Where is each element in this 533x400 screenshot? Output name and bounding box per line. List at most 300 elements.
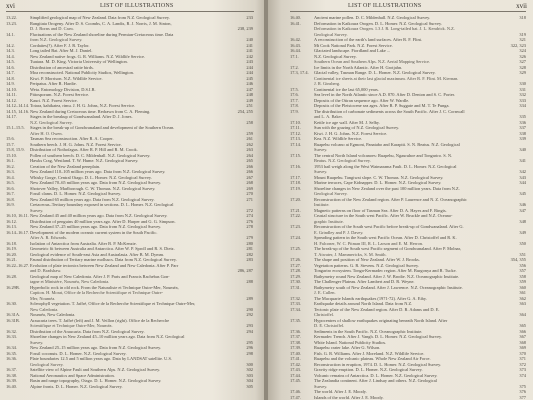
figure-number: 17.25. <box>290 246 301 251</box>
figure-number: 14.9. <box>6 81 15 86</box>
figure-number: 16.34. <box>6 345 17 350</box>
figure-caption: Continental ice sheets at their last glacial maximum. After R. F. Flint. M. Kiernan. <box>314 75 459 81</box>
figure-caption: Survey. <box>314 147 328 152</box>
figure-caption: New Zealand 45 and 40 million years ago. Data from N.Z. Geological Survey. <box>30 213 168 218</box>
figure-number: 16.35. <box>6 350 17 356</box>
figure-caption: and L. A. Baker. <box>314 114 343 119</box>
figure-caption: Development of the modern oceanic current system in the South Pacific. <box>30 229 158 235</box>
figure-number: 17.7. <box>290 97 299 103</box>
page-reference: 295 <box>246 339 253 345</box>
figure-number: 17.1. <box>290 53 299 59</box>
page-reference: 262 <box>246 141 253 147</box>
page-reference: 333 <box>519 97 526 103</box>
figure-number: 17.12. <box>290 130 301 136</box>
page-reference: 294 <box>246 328 253 334</box>
figure-caption: Pollen of southern beech. D. C. Mildenhall. N.Z. Geological Survey. <box>30 152 151 158</box>
figure-number: 17.27. <box>290 262 301 268</box>
figure-caption: Southern beech. J. H. G. Johns. N.Z. Forest Service. <box>30 141 122 147</box>
figure-number: 16.6. <box>6 185 15 191</box>
figure-caption: Glacial valley, Tasman Range. D. L. Homer. N.Z. Geological Survey. <box>314 70 436 75</box>
figure-caption: Alpine fronts. D. L. Homer. N.Z. Geological Survey. <box>30 383 123 389</box>
right-page <box>268 0 533 400</box>
figure-number: 16.9. <box>6 202 15 207</box>
figure-caption: Tasman Sea reconstruction. After R. A. Cooper. <box>30 136 114 141</box>
figure-caption: Kettle ice age wall. After M. J. Selby. <box>314 119 380 125</box>
page-reference: 281 <box>246 246 253 251</box>
figure-caption: Long tailed Bat. After M. J. Daniel. <box>30 48 93 53</box>
page-reference: 324 <box>519 48 526 53</box>
page-reference: 266 <box>246 169 253 174</box>
figure-number: 17.10. <box>290 119 301 125</box>
page-reference: 359 <box>519 279 526 284</box>
figure-caption: A reconstruction of the earth's land surfaces. After R. F. Flint. <box>314 37 422 42</box>
list-item <box>6 384 253 390</box>
figure-caption: New Zealand 65 million years ago. Data from N.Z. Geological Survey. <box>30 196 155 202</box>
figure-number: 17.32. <box>290 295 301 301</box>
figure-number: 17.23. <box>290 224 301 229</box>
page-reference: 318 <box>519 15 526 20</box>
page-reference: 276 <box>246 218 253 224</box>
figure-caption: Tectonic plate of the New Zealand region. After D. R. Adams and D. E. <box>314 306 440 312</box>
page-reference: 244 <box>246 64 253 70</box>
figure-caption: Ruapehu volcano at Egmont, Panatabo and Karapiti. S. N. Beatus. N.Z. Geological <box>314 141 460 147</box>
figure-caption: The world. After J. E. Moody. <box>314 389 367 394</box>
figure-caption: Basin and range topography, Otago. D. L. Homer. N.Z. Geological Survey. <box>30 378 162 383</box>
figure-number: 17.28. <box>290 268 301 273</box>
figure-number: 14.7. <box>6 70 15 75</box>
page-reference: 269 <box>246 185 253 191</box>
figure-number: 16.30. <box>6 301 17 306</box>
page-reference: 259 <box>246 130 253 136</box>
figure-number: 17.21. <box>290 207 301 213</box>
right-illustration-list <box>290 15 526 400</box>
list-item <box>290 395 526 400</box>
page-reference: 366 <box>519 328 526 334</box>
figure-number: 16.36. <box>6 356 17 361</box>
figure-number: 17.20. <box>290 196 301 202</box>
figure-caption: Fluctuations of the New Zealand shoreline during Permian-Cretaceous time. Data <box>30 31 174 37</box>
figure-caption: Reconstruction of the New Zealand region. After P. Laurence and N. Z. Oceanographic <box>314 196 467 202</box>
page-reference: 377 <box>519 394 526 400</box>
figure-caption: Ancient marine pollen. D. C. Mildenhall. N.Z. Geological Survey. <box>314 15 431 20</box>
figure-caption: Distribution of Nothofagus. After R. P. Hill and R. M. Crook. <box>30 147 138 152</box>
figure-caption: Caption. H. Morat, Office de la Recherche Scientifique et Technique Outre- <box>30 290 164 295</box>
figure-caption: New Zealand 37–25 million years ago. Data from N.Z. Geological Survey. <box>30 224 162 229</box>
figure-number: 16.4. <box>6 174 15 180</box>
figure-caption: The Zealandia continent. After J. Lindsay and others. N.Z. Geological <box>314 378 437 383</box>
figure-caption: Vegetation patterns. G. R. Stevens. N.Z. Geological Survey. <box>314 262 420 268</box>
figure-number: 17.19. <box>290 185 301 191</box>
figure-caption: J. E. Cullen. <box>314 290 336 295</box>
figure-number: 14.10. <box>6 86 17 92</box>
figure-number: 17.14. <box>290 141 301 147</box>
figure-caption: Beatus. N.Z. Geological Survey. <box>314 158 371 163</box>
figure-caption: Simplified geological map of New Zealand. Data from N.Z. Geological Survey. <box>30 15 170 20</box>
page-reference: 270 <box>246 191 253 196</box>
figure-caption: J. R. Ginsberg. <box>314 81 341 86</box>
left-running-head: LIST OF ILLUSTRATIONS <box>100 3 174 9</box>
figure-caption: from N.Z. Geological Survey. <box>30 37 83 42</box>
page-reference: 345 <box>519 191 526 196</box>
figure-number: 17.42. <box>290 361 301 367</box>
figure-caption: Survey. <box>30 339 44 345</box>
figure-caption: Fish. G. R. Williams. After J. Moreland. N.Z. Wildlife Service. <box>314 350 425 356</box>
figure-caption: Peripatus. After R. Hardie. <box>30 81 77 86</box>
page-reference: 364 <box>519 312 526 317</box>
figure-number: 14.15, 14.16. <box>6 108 30 114</box>
figure-caption: Ice limits in the North Atlantic. After H. Grotjahn. <box>314 64 403 70</box>
figure-caption: Sediments in the South Pacific. N.Z. Oceanographic Institute. <box>314 328 423 334</box>
figure-number: 16.12. <box>6 218 17 224</box>
figure-number: 16.40. <box>6 383 17 389</box>
left-page-number: xvi <box>6 2 15 10</box>
page-reference: 292 <box>246 312 253 317</box>
page-reference: 329 <box>519 70 526 75</box>
figure-number: 14.12. <box>6 97 17 103</box>
figure-number: 17.46. <box>290 389 301 394</box>
figure-caption: Spreading pattern in the South west Pacific Ocean. After D. Christoffel and R. K. <box>314 235 457 240</box>
figure-caption: Distribution of penguins 40 million years ago. After D. Harper and G. G. Simpson. <box>30 218 176 224</box>
page-reference: 374 <box>519 372 526 378</box>
page-reference: 246 <box>246 81 253 86</box>
figure-caption: Hawks Crag, Westland. T. W. Hume. N.Z. Geological Survey. <box>30 158 139 163</box>
figure-caption: Creation of the New Zealand peneplain. <box>30 163 101 169</box>
page-reference: 305 <box>246 383 253 389</box>
figure-caption: Survey. <box>314 383 328 389</box>
figure-number: 17.39. <box>290 345 301 350</box>
figure-caption: Kermadec Trench. After J. Vangh. D. L. Homer. N.Z. Geological Survey. <box>314 334 443 339</box>
figure-caption: N.Z. Geological Survey. <box>314 53 357 59</box>
figure-caption: D. E. Christoffel. <box>314 323 345 328</box>
figure-caption: Araucaria trees. T. Jaffré (left) and J. M. Veillon (right). Office de la Recherche <box>30 317 170 323</box>
figure-number: 17.43. <box>290 367 301 372</box>
page-reference: 243 <box>246 59 253 64</box>
page-reference: 372 <box>519 361 526 367</box>
figure-number: 17.16. <box>290 163 301 169</box>
figure-number: 16.21. <box>6 257 17 262</box>
figure-number: 16.33. <box>6 334 17 339</box>
page-reference: 336 <box>519 119 526 125</box>
figure-caption: 1953 hail weigh along the West Waimarama Fault. D. L. Homer. N.Z. Geological <box>314 163 457 169</box>
figure-number: 14.1. <box>6 31 15 37</box>
figure-caption: Fossil clams. D. L. Homer. N.Z. Geological Survey. <box>30 191 122 196</box>
figure-caption: The distribution of carbonate sediments across the South Pacific. After J. C. Cornwall <box>314 108 465 114</box>
figure-number: 15.10. <box>6 152 17 158</box>
figure-number: 16.19. <box>6 246 17 251</box>
figure-caption: Mer, Nouméa. <box>30 295 56 301</box>
figure-number: 17.5. <box>290 86 299 92</box>
figure-caption: Christoffel. <box>314 312 335 317</box>
left-head-rule <box>6 11 254 12</box>
figure-caption: Reconstruction in eruption, 1974. D. L. Homer. N.Z. Geological Survey. <box>314 361 442 367</box>
figure-caption: Kea. N.Z. Wildlife Service. <box>314 136 363 141</box>
figure-caption: Survey. <box>30 207 44 213</box>
figure-number: 16.37. <box>6 367 17 372</box>
figure-caption: Geological Survey. <box>314 31 348 37</box>
figure-caption: Nouméa, New Caledonia. <box>30 312 76 317</box>
page-reference: 268 <box>246 180 253 185</box>
figure-caption: graphic Institute. <box>314 218 344 224</box>
page-reference: 244 <box>246 70 253 75</box>
figure-caption: Glaciated landscape. Fiordland and Lake ... <box>314 48 391 53</box>
figure-caption: Institute. <box>314 202 330 207</box>
figure-caption: Weta. Entomology Division, D.S.I.R. <box>30 86 96 92</box>
figure-number: 14.3. <box>6 48 15 53</box>
figure-caption: Geological evidence of South-east Asia and Australasia. After B. M. Dymm. <box>30 251 165 257</box>
figure-caption: Bathymetry south of New Zealand. After J. Lawrence. N.Z. Oceanographic Institute. <box>314 284 463 290</box>
figure-caption: Deformation in Kaikoura Orogen. D. L. Homer. N.Z. Geological Survey. <box>314 20 442 26</box>
figure-number: 17.47. <box>290 394 301 400</box>
page-reference: 339 <box>519 136 526 141</box>
left-page <box>0 0 266 400</box>
figure-caption: H. Falconer, W. C. Pitman III, R. L. Larson and E. M. Herron. <box>314 240 424 246</box>
page-reference: 369 <box>519 345 526 350</box>
figure-number: 15.8, 15.9. <box>6 147 25 152</box>
figure-caption: Ruapehu and the volcanic plateau. Whole New Zealand Air Force. <box>314 356 431 361</box>
page-reference: 365 <box>519 323 526 328</box>
figure-number: 17.24. <box>290 235 301 240</box>
figure-number: 14.6. <box>6 64 15 70</box>
figure-caption: Totara, kahikatea, rimu. J. H. G. Johns, N.Z. Forest Service. <box>30 103 136 108</box>
figure-number: 16.31A. <box>6 312 21 317</box>
figure-caption: Ruapehu crater lake. After G. Wilson. <box>314 345 381 350</box>
figure-number: 17.37. <box>290 334 301 339</box>
figure-caption: tagne et Ministère, Nouméa, New Caledonia. <box>30 279 110 284</box>
figure-caption: Isolation of Antarctica from Australia. After B. P. McKenzie. <box>30 240 137 246</box>
figure-caption: Crustal structure in the South west Pacific. After W. Bruckle and N.Z. Oceano- <box>314 213 453 218</box>
figure-caption: Sclerophyll vegetation. T. Jaffré, Office de la Recherche Scientifique et Technique Outre-Mer, <box>30 301 196 306</box>
figure-caption: New Zealand during Cretaceous time. Redrawn from C. A. Fleming. <box>30 108 151 114</box>
page-reference: 298 <box>246 350 253 356</box>
figure-caption: Mt Cook National Park. N.Z. Forest Service. <box>314 42 393 48</box>
page-reference: 242 <box>246 53 253 59</box>
figure-number: 17.18. <box>290 180 301 185</box>
figure-number: 16.20. <box>6 251 17 257</box>
page-reference: 337 <box>519 125 526 130</box>
page-reference: 360 <box>519 284 526 290</box>
figure-number: 14.12–14.14. <box>6 103 30 108</box>
figure-number: 14.4. <box>6 53 15 59</box>
figure-caption: Geometric fit between Australia and Antarctica. After W. P. Sproll and R. S. Dietz. <box>30 246 175 251</box>
right-running-head: LIST OF ILLUSTRATIONS <box>348 3 422 9</box>
figure-caption: N.Z. Geological Survey. <box>30 119 73 125</box>
page-reference: 361 <box>519 290 526 295</box>
figure-caption: Cordaites(?). After F. J. R. Taylor. <box>30 42 90 48</box>
page-reference: 296 <box>246 345 253 350</box>
page-reference: 376 <box>519 389 526 394</box>
page-reference: 357 <box>519 268 526 273</box>
page-reference: 350 <box>519 240 526 246</box>
page-reference: 332 <box>519 92 526 97</box>
figure-number: 16.10, 16.11. <box>6 213 29 218</box>
figure-number: 16.1. <box>6 158 15 163</box>
page-reference: 261 <box>246 136 253 141</box>
figure-number: 17.15. <box>290 152 301 158</box>
page-reference: 265 <box>246 158 253 163</box>
figure-caption: Bathymetry round New Zealand. After J. W. Brodie. N.Z. Oceanographic Institute. <box>314 273 460 279</box>
page-reference: 347 <box>519 207 526 213</box>
figure-number: 17.9. <box>290 108 299 114</box>
page-reference: 363 <box>519 301 526 306</box>
figure-number: 17.6. <box>290 92 299 97</box>
figure-caption: Scientifique et Technique Outre-Mer, Nouméa. <box>30 323 113 328</box>
page-reference: 279 <box>246 235 253 240</box>
figure-caption: Geological Survey. <box>314 191 348 196</box>
figure-number: 17.8. <box>290 103 299 108</box>
page-reference: 293 <box>246 323 253 328</box>
left-illustration-list <box>6 15 253 389</box>
figure-number: 17.3, 17.4. <box>290 70 309 75</box>
figure-caption: D. J. Borns and D. Craw. <box>30 26 74 31</box>
page-reference: 263 <box>246 147 253 152</box>
page-reference: 370 <box>519 350 526 356</box>
figure-number: 17.17. <box>290 174 301 180</box>
figure-caption: Marine terraces, Cape Kidnapper. D. L. Homer. N.Z. Geological Survey. <box>314 180 442 185</box>
page-reference: 241 <box>246 48 253 53</box>
figure-number: 16.38. <box>6 372 17 378</box>
figure-caption: Shoreline changes in New Zealand over the past 100 million years. Data from N.Z. <box>314 185 460 191</box>
page-reference: 274 <box>246 213 253 218</box>
figure-number: 17.26. <box>290 257 301 262</box>
page-reference: 271 <box>246 196 253 202</box>
page-reference: 330 <box>519 81 526 86</box>
page-reference: 319 <box>519 31 526 37</box>
page-reference: 356 <box>519 262 526 268</box>
figure-caption: Plate boundaries 12.5 and 5 million years ago. Data by LANDSAT satellite. U.S. <box>30 356 172 361</box>
page-reference: 267 <box>246 174 253 180</box>
figure-caption: Kauri. N.Z. Forest Service. <box>30 97 78 103</box>
figure-number: 16.14–16.17. <box>6 229 30 235</box>
page-reference: 233 <box>246 15 253 20</box>
figure-caption: Stages in the break-up of Gondwanaland and development of the Southern Ocean. <box>30 125 175 130</box>
figure-caption: The break-up of the South west Pacific segment of Gondwanaland. After P. Molnar, <box>314 246 461 251</box>
figure-caption: Distribution of ancestral ratite birds. <box>30 64 94 70</box>
page-reference: 278 <box>246 224 253 229</box>
page-reference: 348 <box>519 218 526 224</box>
page-reference: 288 <box>246 279 253 284</box>
figure-number: 17.38. <box>290 339 301 345</box>
figure-caption: Deformation in Kaikoura Orogen. 1.3 J. R. Long-tailed bat. J. L. Kendrick. N.Z. <box>314 26 455 31</box>
page-reference: 346 <box>519 202 526 207</box>
figure-caption: Whisky Gorge, Central Otago. D. L. Homer. N.Z. Geological Survey. <box>30 174 152 180</box>
figure-number: 16.40. <box>290 15 301 20</box>
figure-caption: National Aeronautics and Space Administration. <box>30 372 115 378</box>
figure-number: 15.1–15.5. <box>6 125 25 130</box>
figure-caption: White Island. National Publicity Studios. <box>314 339 387 345</box>
page-reference: 344 <box>519 180 526 185</box>
figure-caption: Fossil coconuts. D. L. Homer. N.Z. Geological Survey. <box>30 350 127 356</box>
figure-number: 15.6. <box>6 136 15 141</box>
page-reference: 349 <box>519 229 526 235</box>
figure-number: 15.7. <box>6 141 15 147</box>
figure-number: 17.2. <box>290 64 299 70</box>
figure-caption: New Zealand 25–15 million years ago. Data from N.Z. Geological Survey. <box>30 345 162 350</box>
figure-number: 14.8. <box>6 75 15 81</box>
page-reference: 302 <box>246 367 253 372</box>
figure-caption: Mount Ruapehu. Tangiwai slope. C. W. Thomas. N.Z. Geological Survey. <box>314 174 444 180</box>
figure-caption: Shotover Valley, Marlborough. C. W. Thomas. N.Z. Geological Survey. <box>30 185 156 191</box>
figure-number: 14.2. <box>6 42 15 48</box>
figure-number: 16.32. <box>6 328 17 334</box>
figure-number: 14.17. <box>6 114 17 119</box>
figure-caption: Earthquake details around North Island. Data from N.Z. <box>314 301 413 306</box>
page-reference: 322, 323 <box>510 42 526 48</box>
figure-caption: Hypocentres of shallow earthquakes originating beneath North Island. After <box>314 317 448 323</box>
page-reference: 241 <box>246 42 253 48</box>
figure-caption: Survey. <box>314 169 328 174</box>
figure-caption: Tongariro ecosystem. Tonga-Kermadec region. After M. Burgonya and R. Tucke. <box>314 268 457 273</box>
figure-number: 17.35. <box>290 317 301 323</box>
figure-caption: E. Grindley and P. J. Davey. <box>314 229 364 235</box>
page-reference: 362 <box>519 295 526 301</box>
right-page-number: xvii <box>516 2 527 10</box>
figure-caption: The Macquarie Islands earthquakes (1971-72). After G. A. Eiby. <box>314 295 427 301</box>
figure-number: 16.18. <box>6 240 17 246</box>
figure-caption: Volcanic remains of Antarctica. D. L. Homer. N.Z. Geological Survey. <box>314 372 438 378</box>
figure-caption: and D. Bradshaw. <box>30 268 62 273</box>
figure-caption: Satellite view of Alpine Fault and Southern Alps. N.Z. Geological Survey. <box>30 367 161 372</box>
figure-caption: Geological map of New Caledonia. After J. P. Paris and Francis Rachebas Gon- <box>30 273 170 279</box>
figure-number: 16.7. <box>6 191 15 196</box>
figure-number: 16.5. <box>6 180 15 185</box>
figure-caption: Gravity ridge eruption. D. L. Homer. N.Z. Geological Survey. <box>314 367 423 372</box>
figure-caption: Tuatara. M. D. King. Victoria University of Wellington. <box>30 59 128 64</box>
figure-number: 17.44. <box>290 372 301 378</box>
figure-number: 16.42. <box>290 37 301 42</box>
page-reference: 303 <box>246 372 253 378</box>
page-reference: 283 <box>246 257 253 262</box>
page-reference: 286, 287 <box>237 268 253 273</box>
page-reference: 342 <box>519 169 526 174</box>
page-reference: 247 <box>246 86 253 92</box>
figure-number: 13.23. <box>6 20 17 26</box>
figure-caption: T. Atwater, J. Mammerickx, S. M. Smith. <box>314 251 387 257</box>
figure-number: 14.5. <box>6 59 15 64</box>
page-reference: 280 <box>246 240 253 246</box>
figure-number: 16.22–16.27. <box>6 262 30 268</box>
figure-caption: Magnetic patterns on floor of Tasman Sea. After D. A. Hayes and F. Ringis. <box>314 207 447 213</box>
page-reference: 334 <box>519 103 526 108</box>
page-reference: 354, 355 <box>510 257 526 262</box>
figure-number: 17.40. <box>290 350 301 356</box>
figure-caption: Islands of the world. After J. E. Moody. <box>314 394 384 400</box>
figure-number: 17.11. <box>290 125 301 130</box>
page-reference: 341 <box>519 158 526 163</box>
page-reference: 240 <box>246 37 253 42</box>
page-reference: 321 <box>519 37 526 42</box>
figure-number: 13.22. <box>6 15 17 20</box>
page-reference: 272 <box>246 207 253 213</box>
page-reference: 289 <box>246 295 253 301</box>
page-reference: 266 <box>246 163 253 169</box>
figure-caption: Rangitata Orogeny. After D. S. Coombs, C. A. Landis, R. J. Norris, J. M. Sinton, <box>30 20 172 26</box>
figure-number: 16.44. <box>290 48 301 53</box>
figure-caption: The shape and position of New Zealand. After W. J. Brooks. <box>314 257 420 262</box>
page-reference: 368 <box>519 339 526 345</box>
page-reference: 300 <box>246 361 253 367</box>
page-reference: 304 <box>246 378 253 383</box>
figure-number: 17.31. <box>290 284 301 290</box>
page-reference: 245 <box>246 75 253 81</box>
page-reference: 326 <box>519 53 526 59</box>
page-reference: 375 <box>519 383 526 389</box>
figure-number: 17.13. <box>290 136 301 141</box>
figure-number: 17.33. <box>290 301 301 306</box>
figure-caption: The Challenger Plateau. After Lambert and D. R. Weyne. <box>314 279 415 284</box>
figure-number: 16.13. <box>6 224 17 229</box>
figure-caption: After H. O. Owen. <box>30 130 63 136</box>
figure-caption: Deposits of the Pleistocene sea ages. After R. P. Suggate and M. T. Te Punga. <box>314 103 450 108</box>
